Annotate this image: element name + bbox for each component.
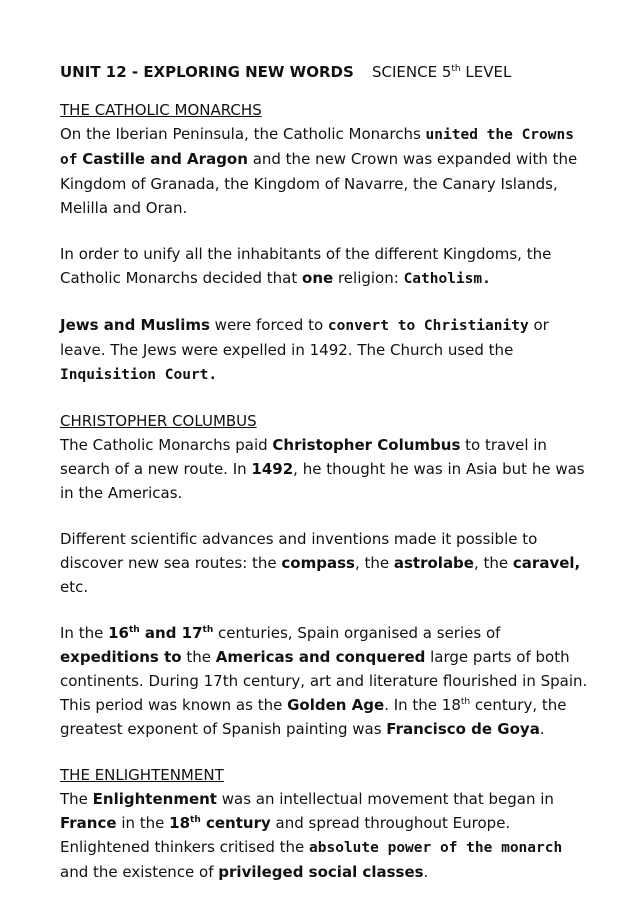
document-page bbox=[60, 58, 590, 906]
heading-catholic-monarchs: THE CATHOLIC MONARCHS bbox=[60, 101, 262, 119]
heading-christopher-columbus: CHRISTOPHER COLUMBUS bbox=[60, 412, 257, 430]
paragraph-columbus-2: Different scientific advances and inventions made it possible to discover new sea routes: the compass, the astrolabe, the caravel, etc. bbox=[60, 530, 581, 596]
heading-enlightenment: THE ENLIGHTENMENT bbox=[60, 766, 224, 784]
unit-title: UNIT 12 - EXPLORING NEW WORDS bbox=[60, 63, 354, 81]
century-16-17: 16th and 17th bbox=[108, 624, 214, 642]
paragraph-monarchs-3: Jews and Muslims were forced to convert to Christianity or leave. The Jews were expelled in 1492. The Church used the Inquisition Court. bbox=[60, 316, 549, 383]
paragraph-columbus-1: The Catholic Monarchs paid Christopher Columbus to travel in search of a new route. In 1492, he thought he was in Asia but he was in the Americas. bbox=[60, 436, 585, 502]
century-18: 18th century bbox=[169, 814, 271, 832]
paragraph-enlightenment-1: The Enlightenment was an intellectual movement that began in France in the 18th century and spread throughout Europe. Enlightened thinkers critised the absolute power of the monarch and the existence of privileged social classes. bbox=[60, 790, 563, 881]
paragraph-monarchs-1: On the Iberian Peninsula, the Catholic Monarchs united the Crowns of Castille and Aragon and the new Crown was expanded with the Kingdom of Granada, the Kingdom of Navarre, the Canary Islands, Melilla and Oran. bbox=[60, 125, 578, 217]
subject-level: SCIENCE 5th LEVEL bbox=[372, 63, 512, 81]
paragraph-monarchs-2: In order to unify all the inhabitants of the different Kingdoms, the Catholic Monarchs decided that one religion: Catholism. bbox=[60, 245, 552, 287]
paragraph-columbus-3: In the 16th and 17th centuries, Spain organised a series of expeditions to the Americas and conquered large parts of both continents. During 17th century, art and literature flourished in Spain. This period was known as the Golden Age. In the 18th century, the greatest exponent of Spanish painting was Francisco de Goya. bbox=[60, 624, 588, 738]
document-header bbox=[60, 58, 590, 88]
